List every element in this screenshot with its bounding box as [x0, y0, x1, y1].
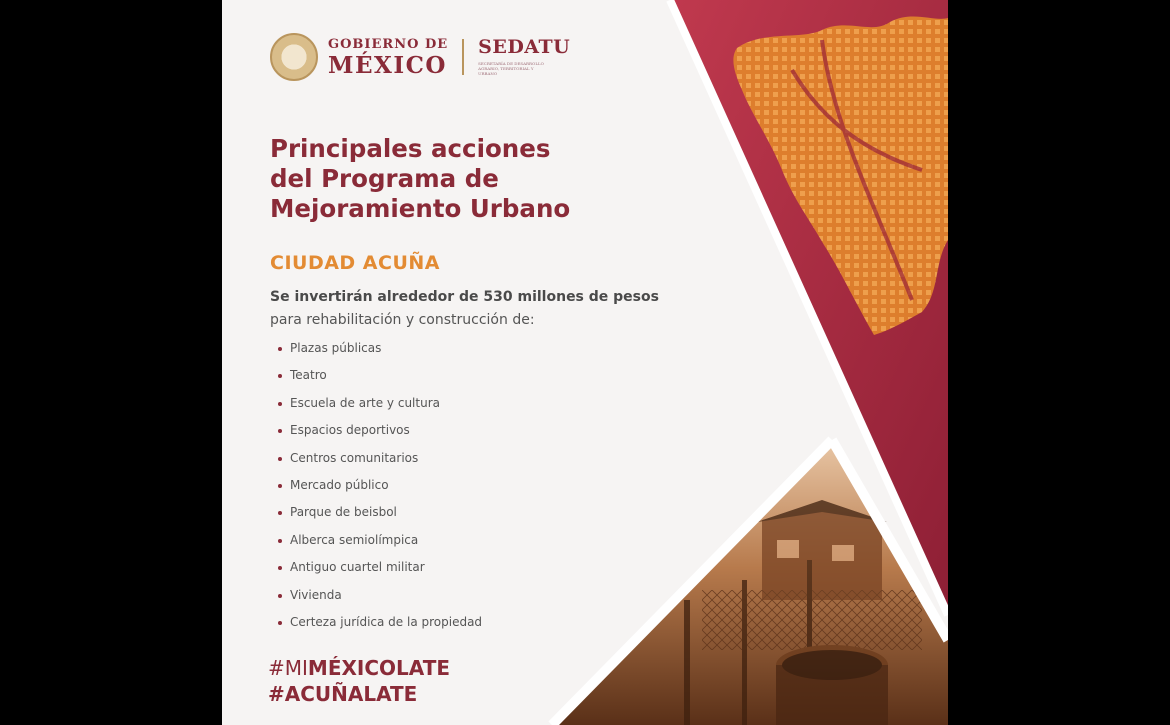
city-heading: CIUDAD ACUÑA — [270, 252, 440, 274]
bullet-icon — [278, 374, 282, 378]
list-item-label: Plazas públicas — [290, 341, 382, 355]
list-item-label: Escuela de arte y cultura — [290, 395, 440, 410]
poster — [222, 0, 948, 725]
logo-divider — [462, 39, 464, 75]
bullet-icon — [278, 566, 282, 570]
list-item — [278, 390, 482, 417]
hashtag1-prefix: #MI — [268, 656, 308, 680]
list-item-label: Certeza jurídica de la propiedad — [290, 614, 483, 629]
title-line-3: Mejoramiento Urbano — [270, 194, 571, 223]
bullet-icon — [278, 402, 282, 406]
investment-subtext: para rehabilitación y construcción de: — [270, 312, 535, 328]
list-item — [278, 554, 482, 581]
list-item — [278, 417, 482, 444]
list-item — [278, 445, 482, 472]
list-item-label: Antiguo cuartel militar — [290, 560, 425, 575]
list-item-label: Teatro — [290, 368, 327, 383]
page-title — [270, 134, 570, 224]
bullet-icon — [278, 484, 282, 488]
list-item-label: Alberca semiolímpica — [290, 532, 419, 547]
gobierno-line2: MÉXICO — [328, 51, 447, 79]
bullet-icon — [278, 621, 282, 625]
bullet-icon — [278, 429, 282, 433]
list-item-label: Parque de beisbol — [290, 505, 397, 520]
list-item — [278, 527, 482, 554]
bullet-icon — [278, 511, 282, 515]
list-item — [278, 472, 482, 499]
bullet-icon — [278, 594, 282, 598]
bullet-icon — [278, 539, 282, 543]
list-item — [278, 362, 482, 389]
gobierno-line1: GOBIERNO DE — [328, 36, 449, 52]
list-item-label: Mercado público — [290, 477, 389, 492]
list-item — [278, 609, 482, 636]
actions-list — [278, 335, 482, 636]
bullet-icon — [278, 457, 282, 461]
list-item — [278, 499, 482, 526]
hashtag1-rest: MÉXICOLATE — [307, 656, 451, 680]
header-logos — [270, 30, 570, 84]
bullet-icon — [278, 347, 282, 351]
list-item-label: Centros comunitarios — [290, 450, 419, 465]
mexico-seal-icon — [270, 33, 318, 81]
sedatu-logo — [478, 38, 570, 76]
investment-text: Se invertirán alrededor de 530 millones de pesos — [270, 289, 659, 305]
hashtag-acunalate: #ACUÑALATE — [268, 682, 418, 706]
hashtag-mimexicolate — [268, 656, 450, 680]
list-item — [278, 582, 482, 609]
title-line-1: Principales acciones — [270, 134, 551, 163]
sedatu-name: SEDATU — [478, 36, 571, 58]
list-item-label: Espacios deportivos — [290, 423, 410, 438]
list-item-label: Vivienda — [290, 587, 342, 602]
gobierno-de-mexico-logo — [328, 38, 448, 77]
title-line-2: del Programa de — [270, 164, 499, 193]
list-item — [278, 335, 482, 362]
sedatu-subtitle: SECRETARÍA DE DESARROLLO AGRARIO, TERRITORIAL Y URBANO — [478, 61, 544, 76]
